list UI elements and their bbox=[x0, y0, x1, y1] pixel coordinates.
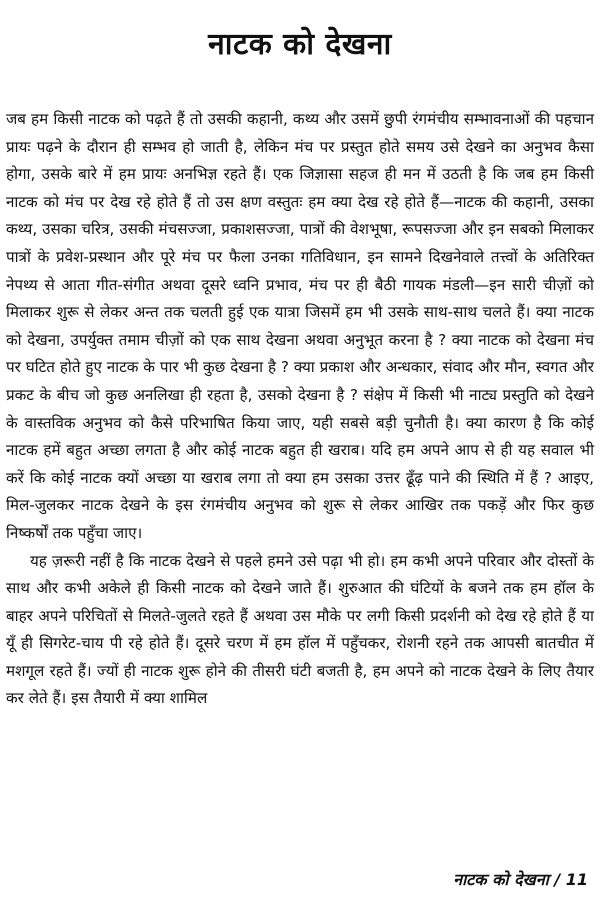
paragraph-2: यह ज़रूरी नहीं है कि नाटक देखने से पहले हमने उसे पढ़ा भी हो। हम कभी अपने परिवार और दोस्तों के साथ और कभी अकेले ही किसी नाटक को देखने जाते हैं। शुरुआत की घंटियों के बजने तक हम हॉल के बाहर अपने परिचितों से मिलते-जुलते रहते हैं अथवा उस मौके पर लगी किसी प्रदर्शनी को देख रहे होते हैं या यूँ ही सिगरेट-चाय पी रहे होते हैं। दूसरे चरण में हम हॉल में पहुँचकर, रोशनी रहने तक आपसी बातचीत में मशगूल रहते हैं। ज्यों ही नाटक शुरू होने की तीसरी घंटी बजती है, हम अपने को नाटक देखने के लिए तैयार कर लेते हैं। इस तैयारी में क्या शामिल bbox=[6, 551, 594, 708]
page-footer: नाटक को देखना / 11 bbox=[453, 870, 588, 889]
chapter-title: नाटक को देखना bbox=[208, 27, 392, 62]
body-text bbox=[6, 106, 594, 713]
paragraph-1: जब हम किसी नाटक को पढ़ते हैं तो उसकी कहानी, कथ्य और उसमें छुपी रंगमंचीय सम्भावनाओं की पहचान प्रायः पढ़ने के दौरान ही सम्भव हो जाती है, लेकिन मंच पर प्रस्तुत होते समय उसे देखने का अनुभव कैसा होगा, उसके बारे में हम प्रायः अनभिज्ञ रहते हैं। एक जिज्ञासा सहज ही मन में उठती है कि जब हम किसी नाटक को मंच पर देख रहे होते हैं तो उस क्षण वस्तुतः हम क्या देख रहे होते हैं—नाटक की कहानी, उसका कथ्य, उसका चरित्र, उसकी मंचसज्जा, प्रकाशसज्जा, पात्रों की वेशभूषा, रूपसज्जा और इन सबको मिलाकर पात्रों के प्रवेश-प्रस्थान और पूरे मंच पर फैला उनका गतिविधान, इन सामने दिखनेवाले तत्त्वों के अतिरिक्त नेपथ्य से आता गीत-संगीत अथवा दूसरे ध्वनि प्रभाव, मंच पर ही बैठी गायक मंडली—इन सारी चीज़ों को मिलाकर शुरू से लेकर अन्त तक चलती हुई एक यात्रा जिसमें हम भी उसके साथ-साथ चलते हैं। क्या नाटक को देखना, उपर्युक्त तमाम चीज़ों को एक साथ देखना अथवा अनुभूत करना है ? क्या नाटक को देखना मंच पर घटित होते हुए नाटक के पार भी कुछ देखना है ? क्या प्रकाश और अन्धकार, संवाद और मौन, स्वगत और प्रकट के बीच जो कुछ अनलिखा ही रहता है, उसको देखना है ? संक्षेप में किसी भी नाट्य प्रस्तुति को देखने के वास्तविक अनुभव को कैसे परिभाषित किया जाए, यही सबसे बड़ी चुनौती है। क्या कारण है कि कोई नाटक हमें बहुत अच्छा लगता है और कोई नाटक बहुत ही खराब। यदि हम अपने आप से ही यह सवाल भी करें कि कोई नाटक क्यों अच्छा या खराब लगा तो क्या हम उसका उत्तर ढूँढ़ पाने की स्थिति में हैं ? आइए, मिल-जुलकर नाटक देखने के इस रंगमंचीय अनुभव को शुरू से लेकर आखिर तक पकड़ें और फिर कुछ निष्कर्षों तक पहुँचा जाए। bbox=[6, 110, 594, 542]
